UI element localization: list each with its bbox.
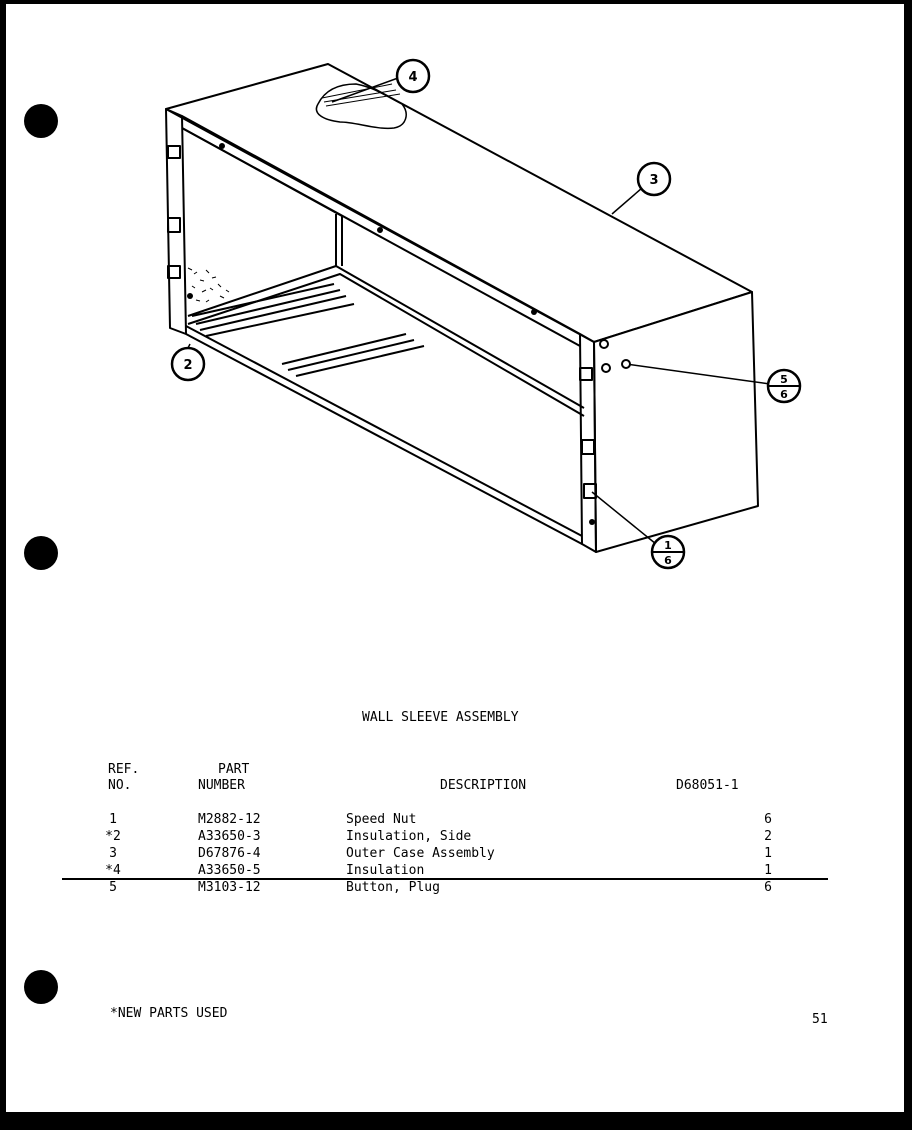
row-description: Insulation, Side xyxy=(346,829,472,844)
footnote: *NEW PARTS USED xyxy=(110,1006,228,1021)
floor-front-edge xyxy=(186,334,582,544)
callout-3 xyxy=(638,163,670,195)
row-part: D67876-4 xyxy=(198,846,261,861)
floor-rail-left xyxy=(192,284,354,336)
header-ref-line2: NO. xyxy=(108,778,132,793)
callout-5-label: 5 xyxy=(780,373,788,386)
callout-5-6 xyxy=(768,370,800,402)
wall-sleeve-exploded-diagram xyxy=(6,4,904,644)
outer-case-top-panel xyxy=(166,64,752,342)
row-ref: *4 xyxy=(105,863,121,878)
callout-6b-label: 6 xyxy=(664,554,672,567)
row-quantity: 1 xyxy=(764,863,772,878)
row-part: A33650-5 xyxy=(198,863,261,878)
callout-1-6 xyxy=(652,536,684,568)
row-description: Button, Plug xyxy=(346,880,440,895)
row-description: Insulation xyxy=(346,863,425,878)
header-ref-line1: REF. xyxy=(108,762,140,777)
assembly-title: WALL SLEEVE ASSEMBLY xyxy=(362,710,519,725)
row-ref: 3 xyxy=(109,846,117,861)
page-number: 51 xyxy=(812,1012,828,1027)
row-description: Outer Case Assembly xyxy=(346,846,495,861)
callout-1-label: 1 xyxy=(664,539,672,552)
side-insulation-texture xyxy=(188,268,229,302)
row-ref: 1 xyxy=(109,812,117,827)
header-part-line2: NUMBER xyxy=(198,778,245,793)
row-quantity: 6 xyxy=(764,812,772,827)
header-description: DESCRIPTION xyxy=(440,778,527,793)
callout-4 xyxy=(397,60,429,92)
table-divider-rule xyxy=(62,878,828,880)
binder-hole-bottom xyxy=(24,970,58,1004)
parts-page xyxy=(6,4,904,1112)
floor-rail-center xyxy=(282,334,424,376)
callout-2-label: 2 xyxy=(183,358,193,373)
header-part-line1: PART xyxy=(218,762,250,777)
callout-6a-label: 6 xyxy=(780,388,788,401)
row-quantity: 2 xyxy=(764,829,772,844)
row-quantity: 6 xyxy=(764,880,772,895)
row-ref: 5 xyxy=(109,880,117,895)
row-part: A33650-3 xyxy=(198,829,261,844)
callout-4-label: 4 xyxy=(408,70,418,85)
row-part: M3103-12 xyxy=(198,880,261,895)
header-drawing-number: D68051-1 xyxy=(676,778,739,793)
row-ref: *2 xyxy=(105,829,121,844)
row-quantity: 1 xyxy=(764,846,772,861)
row-part: M2882-12 xyxy=(198,812,261,827)
callout-3-label: 3 xyxy=(649,173,659,188)
callout-2 xyxy=(172,348,204,380)
row-description: Speed Nut xyxy=(346,812,417,827)
